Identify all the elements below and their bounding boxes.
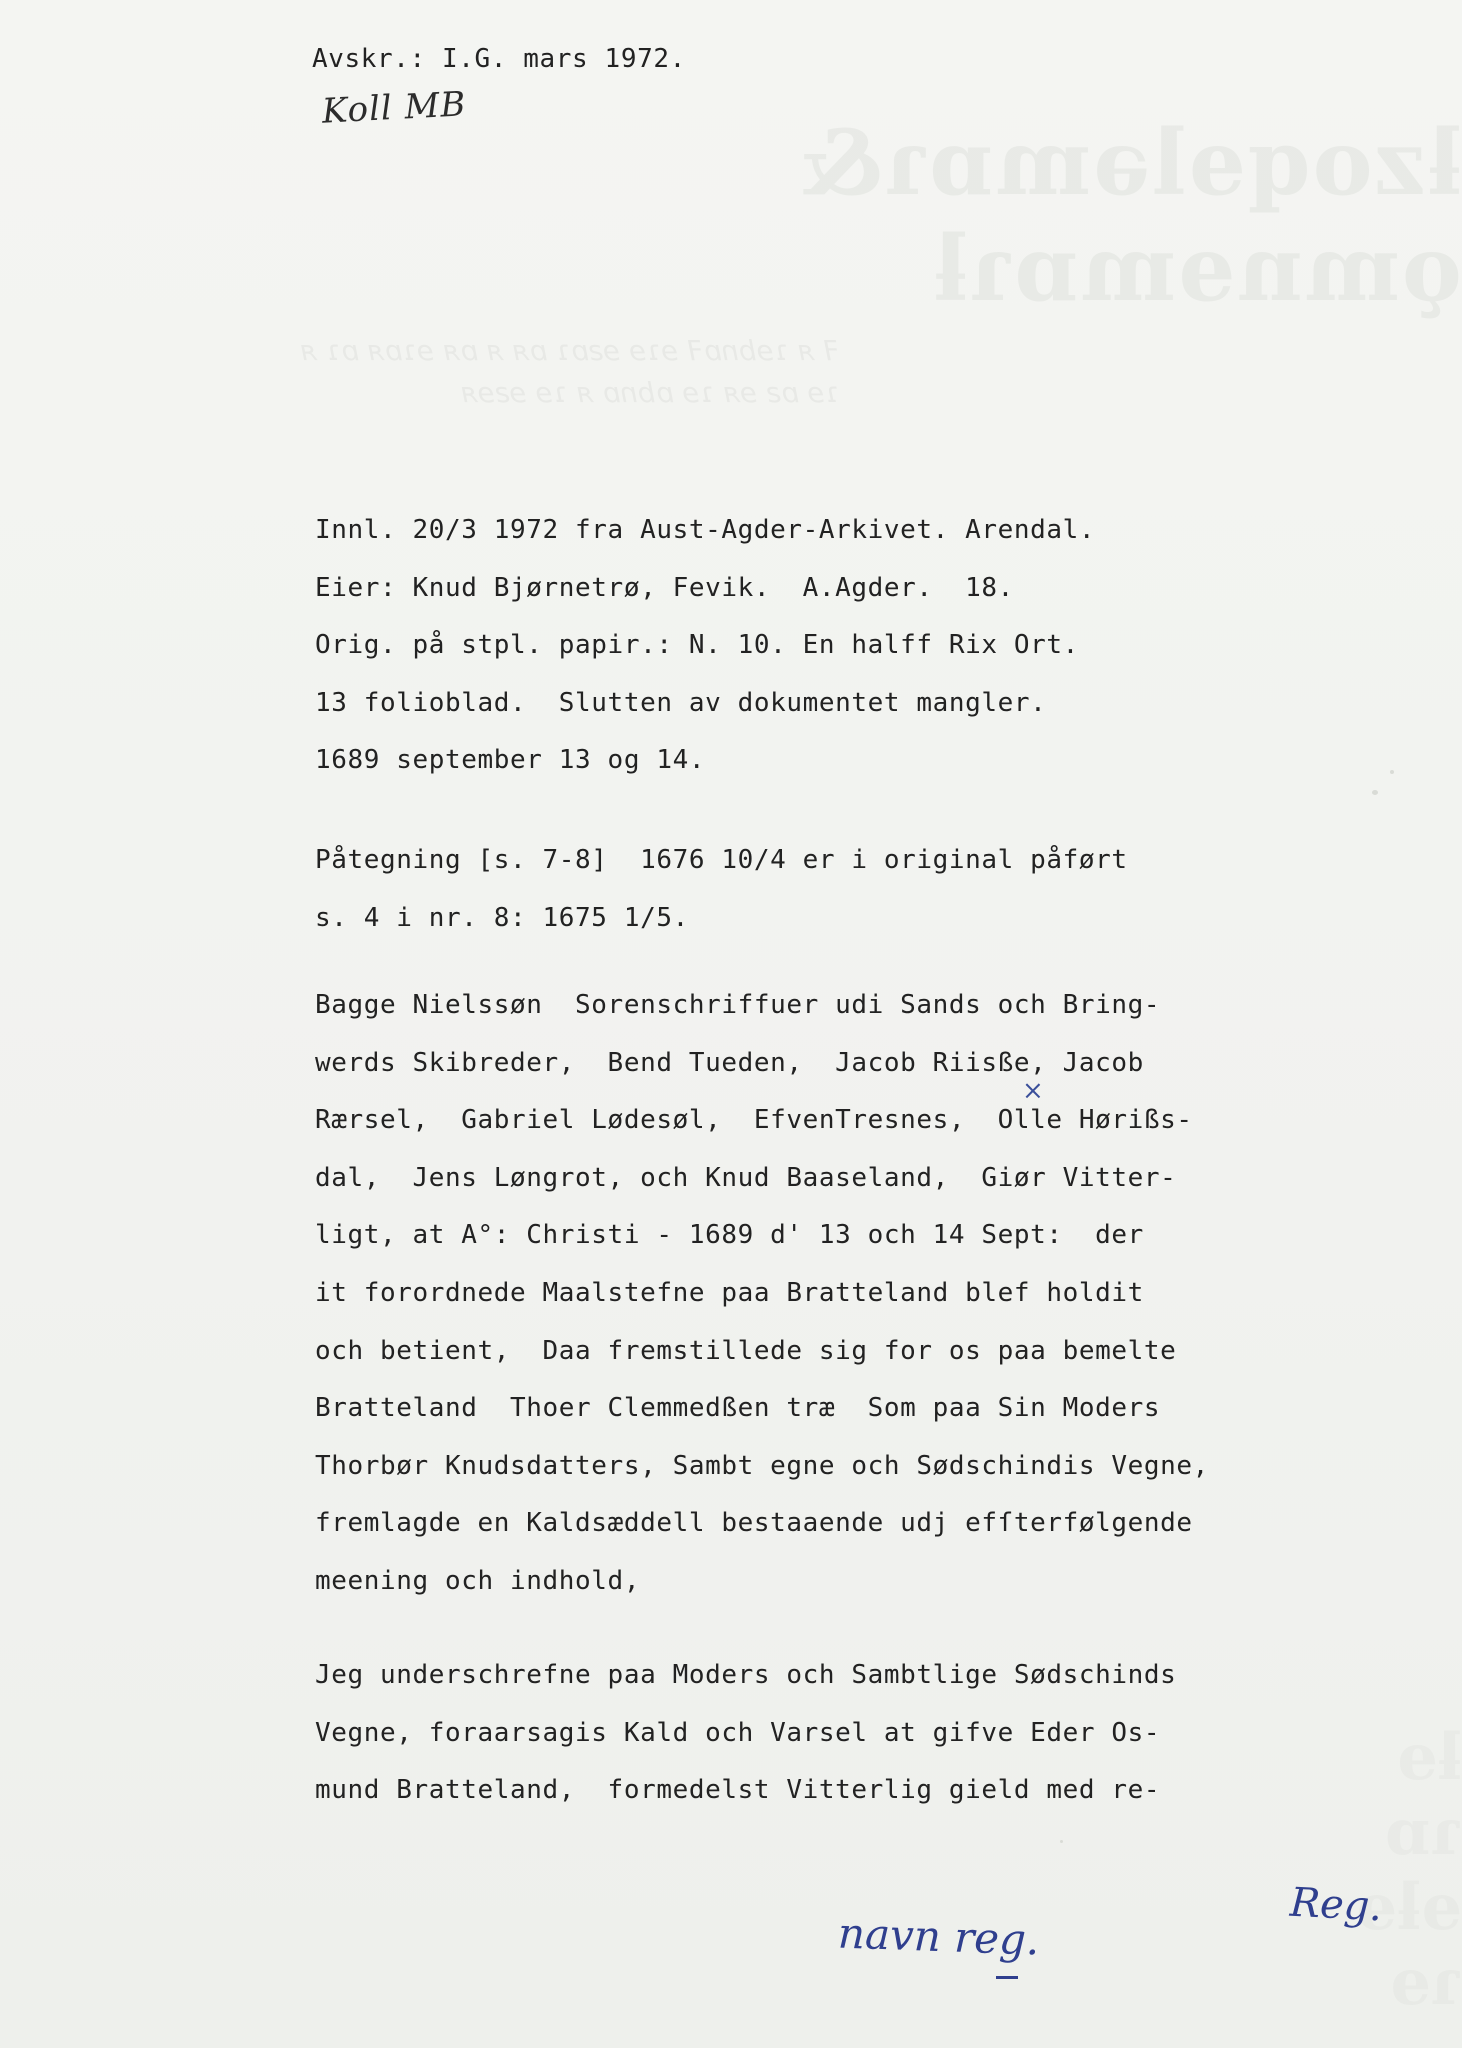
body-line: it forordnede Maalstefne paa Bratteland blef holdit xyxy=(315,1277,1144,1308)
note-line: s. 4 i nr. 8: 1675 1/5. xyxy=(315,902,689,933)
body-line: och betient, Daa fremstillede sig for os paa bemelte xyxy=(315,1335,1177,1366)
quoted-letter xyxy=(315,1647,1176,1820)
body-line: Rærsel, Gabriel Lødesøl, EfvenTresnes, Olle Hørißs- xyxy=(315,1105,1193,1136)
metadata-line: Innl. 20/3 1972 fra Aust-Agder-Arkivet. Arendal. xyxy=(315,515,1096,545)
correction-mark: × xyxy=(1022,1076,1044,1106)
letter-line: Jeg underschrefne paa Moders och Sambtlige Sødschinds xyxy=(315,1660,1177,1690)
body-line: ligt, at A°: Christi - 1689 d' 13 och 14 Sept: der xyxy=(315,1220,1144,1251)
document-body xyxy=(315,977,1209,1611)
bleed-through-heading: ƚzoqɘlǝmɒɿ& ǫmnɘmɒɿƚ xyxy=(799,110,1462,322)
note-line: Påtegning [s. 7-8] 1676 10/4 er i original påført xyxy=(315,845,1128,875)
collation-mark: Koll MB xyxy=(321,84,468,132)
endorsement-note xyxy=(315,832,1128,947)
bleed-through-bottom: ƚɘ ɿɒ ɘƚɘ ɿɘ xyxy=(1356,1720,1462,2020)
register-note-underline xyxy=(996,1976,1018,1979)
bleed-through-text: ꟻ ᴙ ɿɘbnɒꟻ ɘɿɘ ɘƨɒɿ ɒᴙ ᴙ ɒᴙ ɘɿɒᴙ ɒɿ ᴙ ɿɘ ɒƨ ɘᴙ ɿɘ ɒbnɒ ᴙ ɿɘ ɘƨɘᴙ xyxy=(300,334,840,409)
letter-line: mund Bratteland, formedelst Vitterlig gield med re- xyxy=(315,1775,1161,1806)
paper-speck xyxy=(1060,1840,1063,1843)
metadata-line: 13 folioblad. Slutten av dokumentet mangler. xyxy=(315,687,1047,718)
paper-speck xyxy=(1372,790,1378,795)
body-line: dal, Jens Løngrot, och Knud Baaseland, Giør Vitter- xyxy=(315,1162,1177,1193)
body-line: Bratteland Thoer Clemmedßen træ Som paa Sin Moders xyxy=(315,1393,1161,1424)
paper-speck xyxy=(1390,770,1394,774)
body-line: Thorbør Knudsdatters, Sambt egne och Sødschindis Vegne, xyxy=(315,1450,1209,1481)
reg-stamp: Reg. xyxy=(1288,1879,1384,1931)
transcription-note: Avskr.: I.G. mars 1972. xyxy=(312,44,686,74)
register-note: navn reg. xyxy=(837,1908,1041,1965)
body-line: werds Skibreder, Bend Tueden, Jacob Riisße, Jacob xyxy=(315,1047,1144,1078)
letter-line: Vegne, foraarsagis Kald och Varsel at gifve Eder Os- xyxy=(315,1717,1161,1748)
body-line: meening och indhold, xyxy=(315,1565,641,1596)
metadata-line: Eier: Knud Bjørnetrø, Fevik. A.Agder. 18. xyxy=(315,572,1014,603)
metadata-line: 1689 september 13 og 14. xyxy=(315,745,706,776)
archive-metadata xyxy=(315,502,1095,790)
body-line: fremlagde en Kaldsæddell bestaaende udj efſterfølgende xyxy=(315,1508,1193,1539)
body-line: Bagge Nielssøn Sorenschriffuer udi Sands och Bring- xyxy=(315,990,1161,1020)
metadata-line: Orig. på stpl. papir.: N. 10. En halff Rix Ort. xyxy=(315,630,1079,661)
